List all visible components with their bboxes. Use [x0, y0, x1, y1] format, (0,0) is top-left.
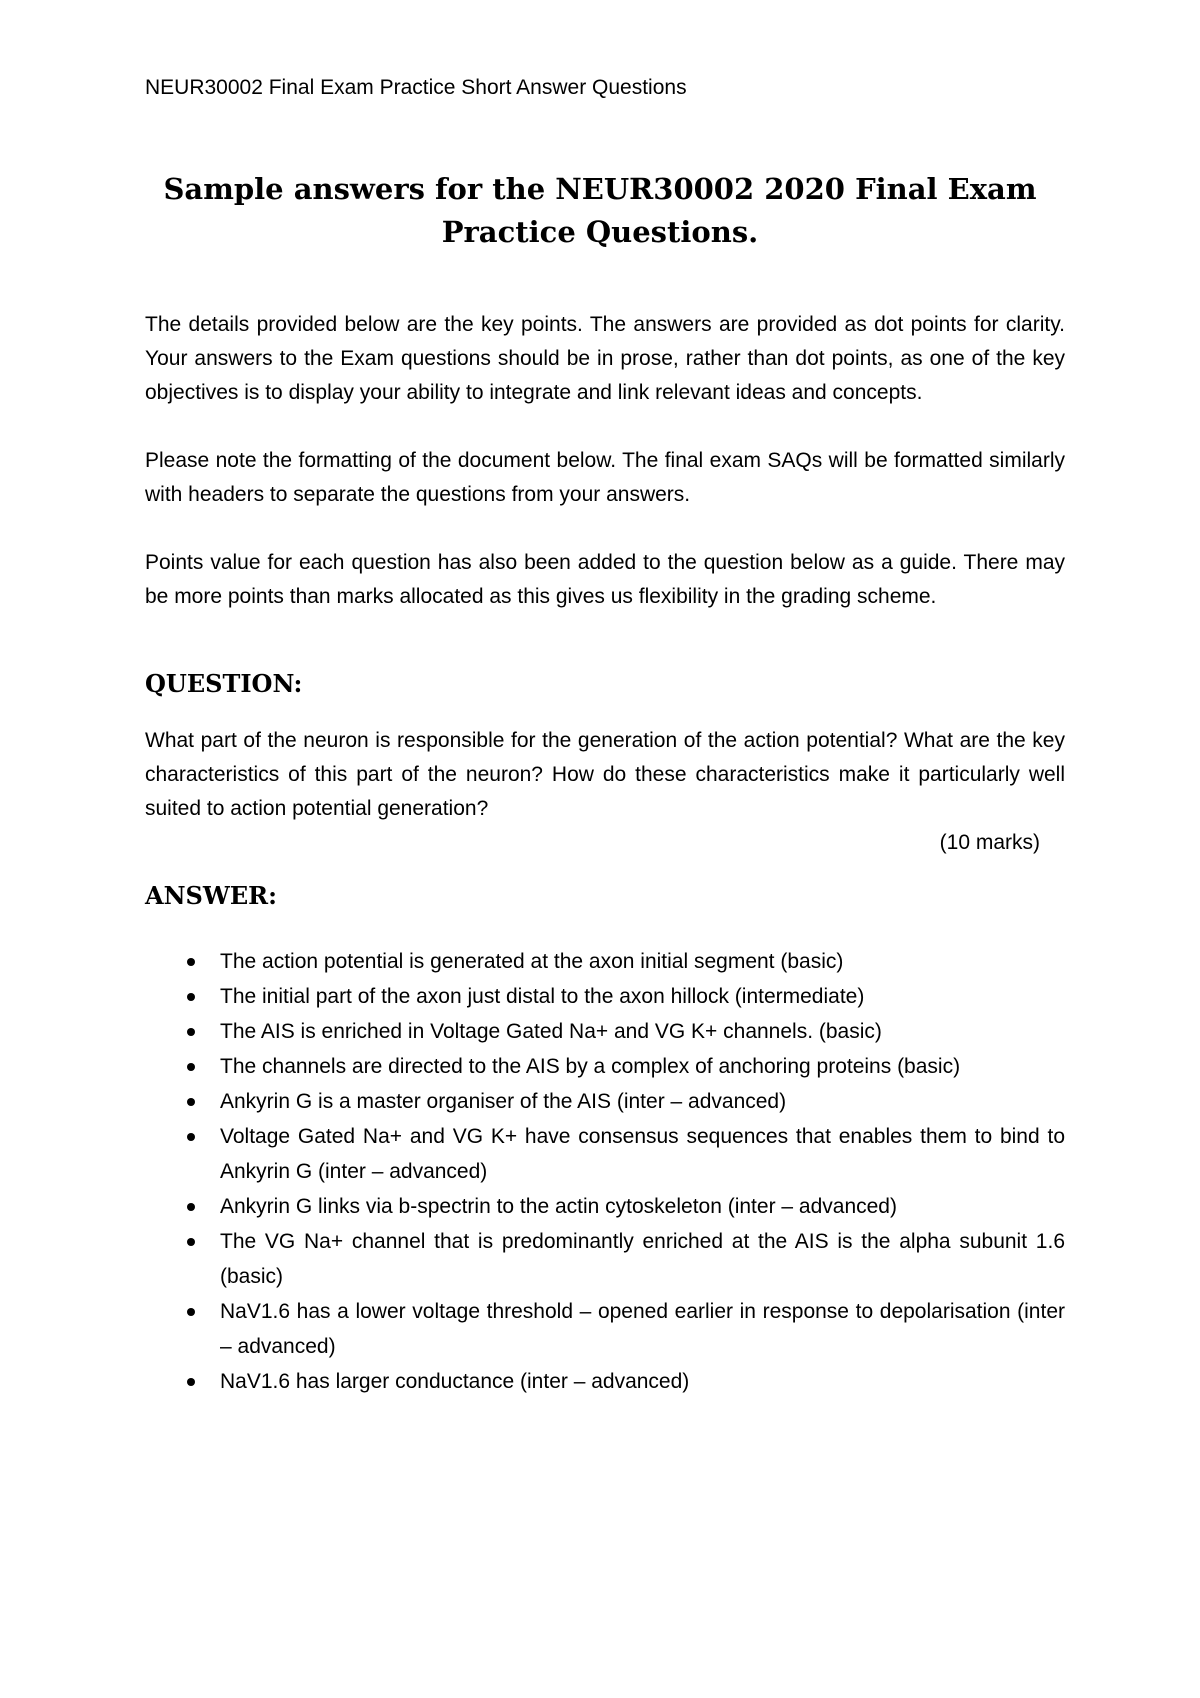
intro-paragraph-3: Points value for each question has also been added to the question below as a guide. There may be more points than marks allocated as this gives us flexibility in the grading scheme. [145, 551, 1065, 608]
bullet-icon [187, 1308, 195, 1316]
answer-item-text: Ankyrin G is a master organiser of the AIS (inter – advanced) [220, 1090, 787, 1113]
document-title: Sample answers for the NEUR30002 2020 Final Exam Practice Questions. [163, 172, 1037, 249]
answer-item [145, 1294, 1065, 1364]
answer-item [145, 1189, 1065, 1224]
question-heading: QUESTION: [145, 669, 303, 698]
bullet-icon [187, 993, 195, 1001]
running-header: NEUR30002 Final Exam Practice Short Answer Questions [145, 76, 687, 99]
bullet-icon [187, 1028, 195, 1036]
question-text: What part of the neuron is responsible for the generation of the action potential? What are the key characteristics of this part of the neuron? How do these characteristics make it particularly well suited to action potential generation? [145, 729, 1065, 820]
answer-item-text: NaV1.6 has larger conductance (inter – advanced) [220, 1370, 690, 1393]
answer-heading: ANSWER: [145, 881, 277, 910]
answer-item [145, 944, 1065, 979]
answer-item-text: The initial part of the axon just distal to the axon hillock (intermediate) [220, 985, 865, 1008]
answer-item-text: NaV1.6 has a lower voltage threshold – opened earlier in response to depolarisation (inter – advanced) [220, 1300, 1065, 1358]
marks-label: (10 marks) [939, 831, 1040, 854]
bullet-icon [187, 1378, 195, 1386]
bullet-icon [187, 1098, 195, 1106]
answer-list [145, 944, 1065, 1399]
answer-item [145, 1084, 1065, 1119]
answer-item [145, 1119, 1065, 1189]
intro-paragraph-1: The details provided below are the key points. The answers are provided as dot points for clarity. Your answers to the Exam questions should be in prose, rather than dot points, as one of the key objectives is to display your ability to integrate and link relevant ideas and concepts. [145, 313, 1065, 404]
answer-item-text: The channels are directed to the AIS by a complex of anchoring proteins (basic) [220, 1055, 961, 1078]
answer-item [145, 979, 1065, 1014]
bullet-icon [187, 958, 195, 966]
bullet-icon [187, 1238, 195, 1246]
answer-item-text: The VG Na+ channel that is predominantly enriched at the AIS is the alpha subunit 1.6 (basic) [220, 1230, 1065, 1288]
answer-item-text: Ankyrin G links via b-spectrin to the actin cytoskeleton (inter – advanced) [220, 1195, 897, 1218]
answer-item [145, 1224, 1065, 1294]
answer-item-text: The AIS is enriched in Voltage Gated Na+ and VG K+ channels. (basic) [220, 1020, 882, 1043]
bullet-icon [187, 1203, 195, 1211]
answer-item [145, 1049, 1065, 1084]
answer-item [145, 1364, 1065, 1399]
answer-item-text: Voltage Gated Na+ and VG K+ have consensus sequences that enables them to bind to Ankyrin G (inter – advanced) [220, 1125, 1065, 1183]
intro-paragraph-2: Please note the formatting of the document below. The final exam SAQs will be formatted similarly with headers to separate the questions from your answers. [145, 449, 1065, 506]
answer-item-text: The action potential is generated at the axon initial segment (basic) [220, 950, 844, 973]
bullet-icon [187, 1133, 195, 1141]
answer-item [145, 1014, 1065, 1049]
bullet-icon [187, 1063, 195, 1071]
